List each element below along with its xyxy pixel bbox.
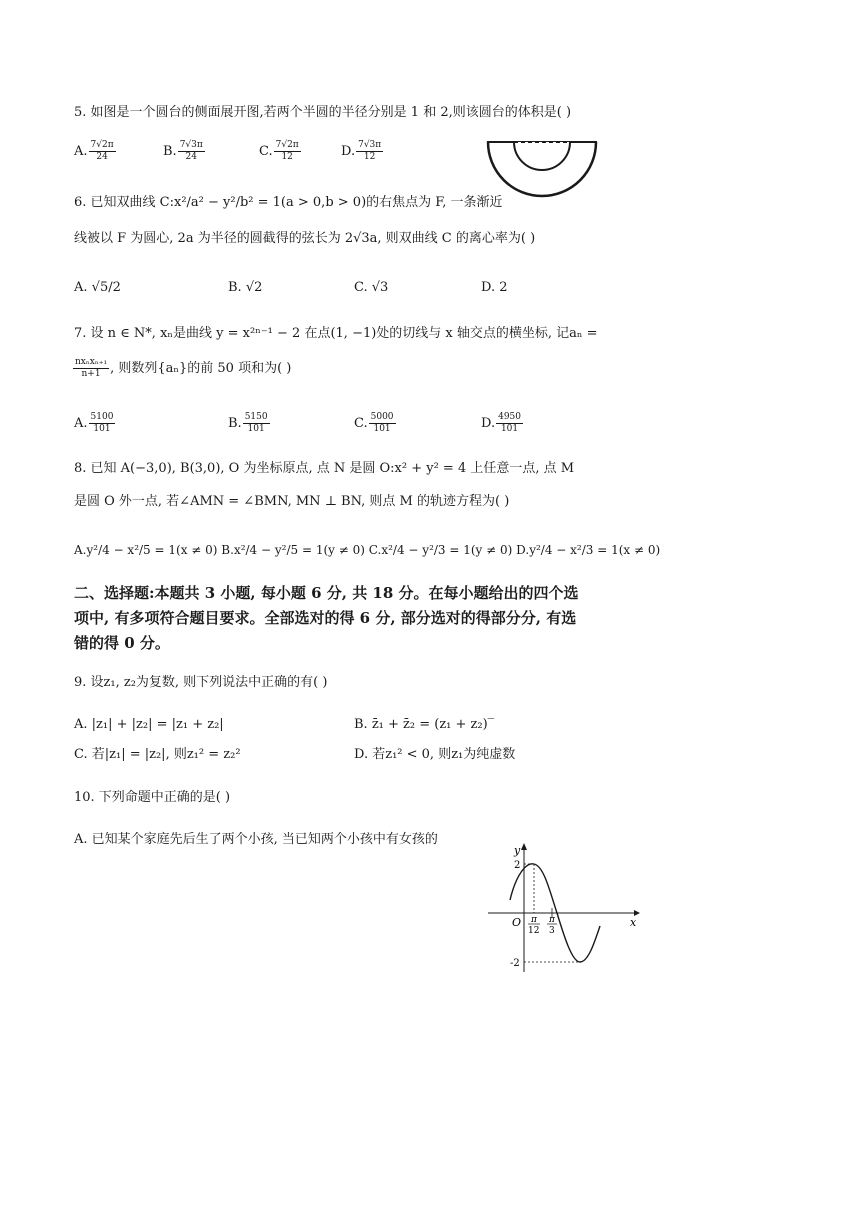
- q7-option-b[interactable]: B. $\frac{5150}{101}$: [228, 412, 268, 434]
- q7-option-d[interactable]: D. $\frac{4950}{101}$: [481, 412, 521, 434]
- q8-options-row: [74, 541, 660, 559]
- q9-option-d[interactable]: D. 若z₁² < 0, 则z₁为纯虚数: [354, 747, 516, 762]
- q6-stem-line-1: 6. 已知双曲线 C:x²/a² − y²/b² = 1(a > 0,b > 0)的右焦点为 F, 一条渐近: [74, 195, 503, 210]
- q10-option-a[interactable]: A. 已知某个家庭先后生了两个小孩, 当已知两个小孩中有女孩的: [74, 832, 438, 847]
- graph-x-label: x: [630, 916, 637, 929]
- graph-tick-1-num: π: [531, 915, 537, 925]
- section-2-heading-line-1: 二、选择题:本题共 3 小题, 每小题 6 分, 共 18 分。在每小题给出的四个选: [74, 584, 579, 602]
- q7-option-c[interactable]: C. $\frac{5000}{101}$: [354, 412, 394, 434]
- graph-y-min-label: -2: [510, 958, 520, 969]
- q6-option-a[interactable]: A. √5/2: [74, 280, 121, 295]
- q8-stem-line-1: 8. 已知 A(−3,0), B(3,0), O 为坐标原点, 点 N 是圆 O:x² + y² = 4 上任意一点, 点 M: [74, 461, 575, 476]
- section-2-heading-line-3: 错的得 0 分。: [74, 634, 170, 652]
- graph-tick-2-num: π: [549, 915, 555, 925]
- q7-stem-line-1: 7. 设 n ∈ N*, xₙ是曲线 y = x²ⁿ⁻¹ − 2 在点(1, −1)处的切线与 x 轴交点的横坐标, 记aₙ =: [74, 326, 598, 341]
- q7-option-a[interactable]: A. $\frac{5100}{101}$: [74, 412, 114, 434]
- q5-option-b[interactable]: B. $\frac{7√3\pi}{24}$: [163, 140, 203, 162]
- q8-option-d[interactable]: D.y²/4 − x²/3 = 1(x ≠ 0): [516, 543, 661, 557]
- q6-option-b[interactable]: B. √2: [228, 280, 263, 295]
- sine-function-graph: [484, 840, 644, 975]
- q10-stem: 10. 下列命题中正确的是( ): [74, 790, 231, 805]
- q5-stem: 5. 如图是一个圆台的侧面展开图,若两个半圆的半径分别是 1 和 2,则该圆台的体积是( ): [74, 105, 572, 120]
- q9-option-b[interactable]: B. z̄₁ + z̄₂ = (z₁ + z₂)‾: [354, 717, 495, 732]
- section-2-heading-line-2: 项中, 有多项符合题目要求。全部选对的得 6 分, 部分选对的得部分分, 有选: [74, 609, 577, 627]
- q8-option-c[interactable]: C.x²/4 − y²/3 = 1(y ≠ 0): [368, 543, 513, 557]
- q5-option-c[interactable]: C. $\frac{7√2\pi}{12}$: [259, 140, 299, 162]
- q9-option-a[interactable]: A. |z₁| + |z₂| = |z₁ + z₂|: [74, 717, 224, 732]
- q6-stem-line-2: 线被以 F 为圆心, 2a 为半径的圆截得的弦长为 2√3a, 则双曲线 C 的离心率为( ): [74, 231, 536, 246]
- q8-stem-line-2: 是圆 O 外一点, 若∠AMN = ∠BMN, MN ⊥ BN, 则点 M 的轨迹方程为( ): [74, 494, 510, 509]
- graph-y-label: y: [514, 844, 521, 857]
- graph-tick-2-den: 3: [549, 926, 555, 936]
- q9-option-c[interactable]: C. 若|z₁| = |z₂|, 则z₁² = z₂²: [74, 747, 241, 762]
- q5-option-d[interactable]: D. $\frac{7√3\pi}{12}$: [341, 140, 382, 162]
- q7-stem-line-2: $\frac{\text{nxₙxₙ₊₁}}{n+1}$ , 则数列{aₙ}的前 50 项和为( ): [75, 357, 292, 379]
- q6-option-c[interactable]: C. √3: [354, 280, 389, 295]
- frustum-development-figure: [484, 136, 600, 198]
- graph-tick-1-den: 12: [528, 926, 540, 936]
- q9-stem: 9. 设z₁, z₂为复数, 则下列说法中正确的有( ): [74, 675, 328, 690]
- graph-y-max-label: 2: [514, 860, 521, 871]
- q5-option-a[interactable]: A. $\frac{7√2\pi}{24}$: [74, 140, 114, 162]
- graph-origin-label: O: [512, 916, 522, 929]
- q6-option-d[interactable]: D. 2: [481, 280, 508, 295]
- q8-option-b[interactable]: B.x²/4 − y²/5 = 1(y ≠ 0): [221, 543, 365, 557]
- q8-option-a[interactable]: A.y²/4 − x²/5 = 1(x ≠ 0): [74, 543, 218, 557]
